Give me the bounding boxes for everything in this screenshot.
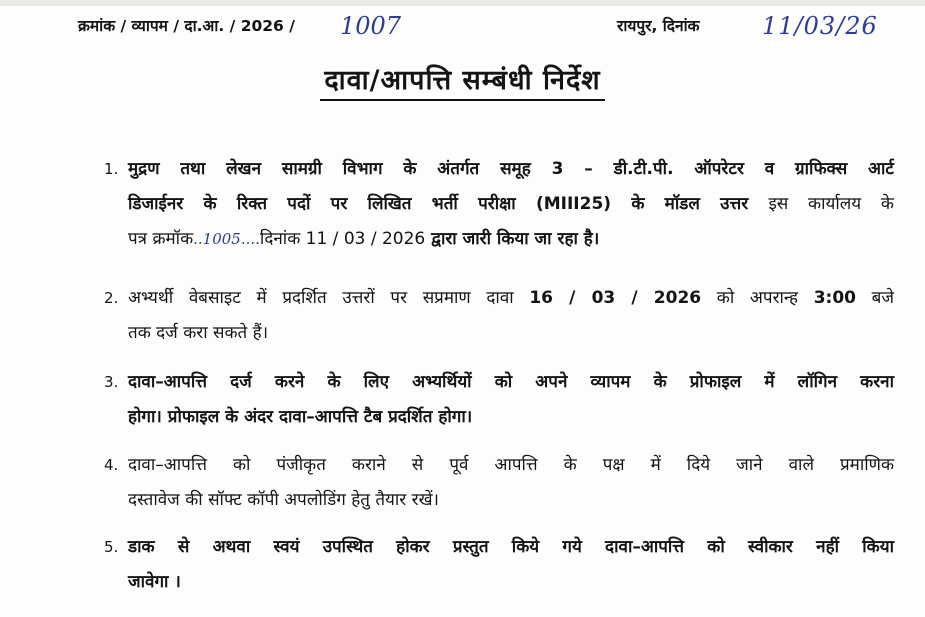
handwritten-letter-number: ..1005.... <box>193 230 260 248</box>
item-number: 5. <box>104 538 119 556</box>
item-3-line-2: होगा। प्रोफाइल के अंदर दावा–आपत्ति टैब प्रदर्शित होगा। <box>128 407 473 427</box>
item-4-line-1: दावा–आपत्ति को पंजीकृत कराने से पूर्व आपत्ति के पक्ष में दिये जाने वाले प्रमाणिक <box>128 455 894 475</box>
item-2-line-1 <box>128 281 894 316</box>
top-edge-strip <box>0 0 925 6</box>
instruction-item-1 <box>104 152 894 257</box>
place-date-label: रायपुर, दिनांक <box>617 17 700 35</box>
instruction-item-5 <box>104 530 894 600</box>
item-1-line-2a: डिजाईनर के रिक्त पदों पर लिखित भर्ती परीक्षा (MIII25) के मॉडल उत्तर <box>128 194 749 214</box>
item-number: 4. <box>104 456 119 474</box>
handwritten-reference-number: 1007 <box>340 12 402 40</box>
item-5-line-2: जावेगा । <box>128 572 181 592</box>
item-4-line-2: दस्तावेज की सॉफ्ट कॉपी अपलोडिंग हेतु तैयार रखें। <box>128 490 439 510</box>
item-2-line-1a: अभ्यर्थी वेबसाइट में प्रदर्शित उत्तरों पर सप्रमाण दावा <box>128 288 514 308</box>
item-number: 2. <box>104 289 119 307</box>
item-2-claim-date: 16 / 03 / 2026 <box>529 288 702 308</box>
item-1-line-3b: दिनांक 11 / 03 / 2026 <box>259 229 426 249</box>
item-1-line-2b: इस कार्यालय के <box>768 194 894 214</box>
item-2-line-1c: बजे <box>871 288 894 308</box>
item-2-line-1b: को अपरान्ह <box>716 288 799 308</box>
item-1-line-3 <box>128 222 894 257</box>
item-1-line-3a: पत्र क्रमॉक <box>128 229 194 249</box>
item-3-line-1: दावा–आपत्ति दर्ज करने के लिए अभ्यर्थियों को अपने व्यापम के प्रोफाइल में लॉगिन करना <box>128 372 894 392</box>
item-1-line-1: मुद्रण तथा लेखन सामग्री विभाग के अंतर्गत समूह 3 – डी.टी.पी. ऑपरेटर व ग्राफिक्स आर्ट <box>128 159 894 179</box>
instruction-item-2 <box>104 281 894 351</box>
reference-label: क्रमांक / व्यापम / दा.आ. / 2026 / <box>78 17 295 35</box>
item-1-line-2 <box>128 187 894 222</box>
item-5-line-1: डाक से अथवा स्वयं उपस्थित होकर प्रस्तुत किये गये दावा–आपत्ति को स्वीकार नहीं किया <box>128 537 894 557</box>
item-number: 1. <box>104 160 119 178</box>
item-1-line-3c: द्वारा जारी किया जा रहा है। <box>431 229 600 249</box>
item-2-line-2: तक दर्ज करा सकते हैं। <box>128 323 269 343</box>
page-title <box>0 60 925 101</box>
item-2-claim-time: 3:00 <box>813 288 856 308</box>
handwritten-date: 11/03/26 <box>762 12 878 40</box>
item-number: 3. <box>104 373 119 391</box>
instruction-item-4 <box>104 448 894 518</box>
page-title-text: दावा/आपत्ति सम्बंधी निर्देश <box>320 60 604 101</box>
instruction-item-3 <box>104 365 894 435</box>
